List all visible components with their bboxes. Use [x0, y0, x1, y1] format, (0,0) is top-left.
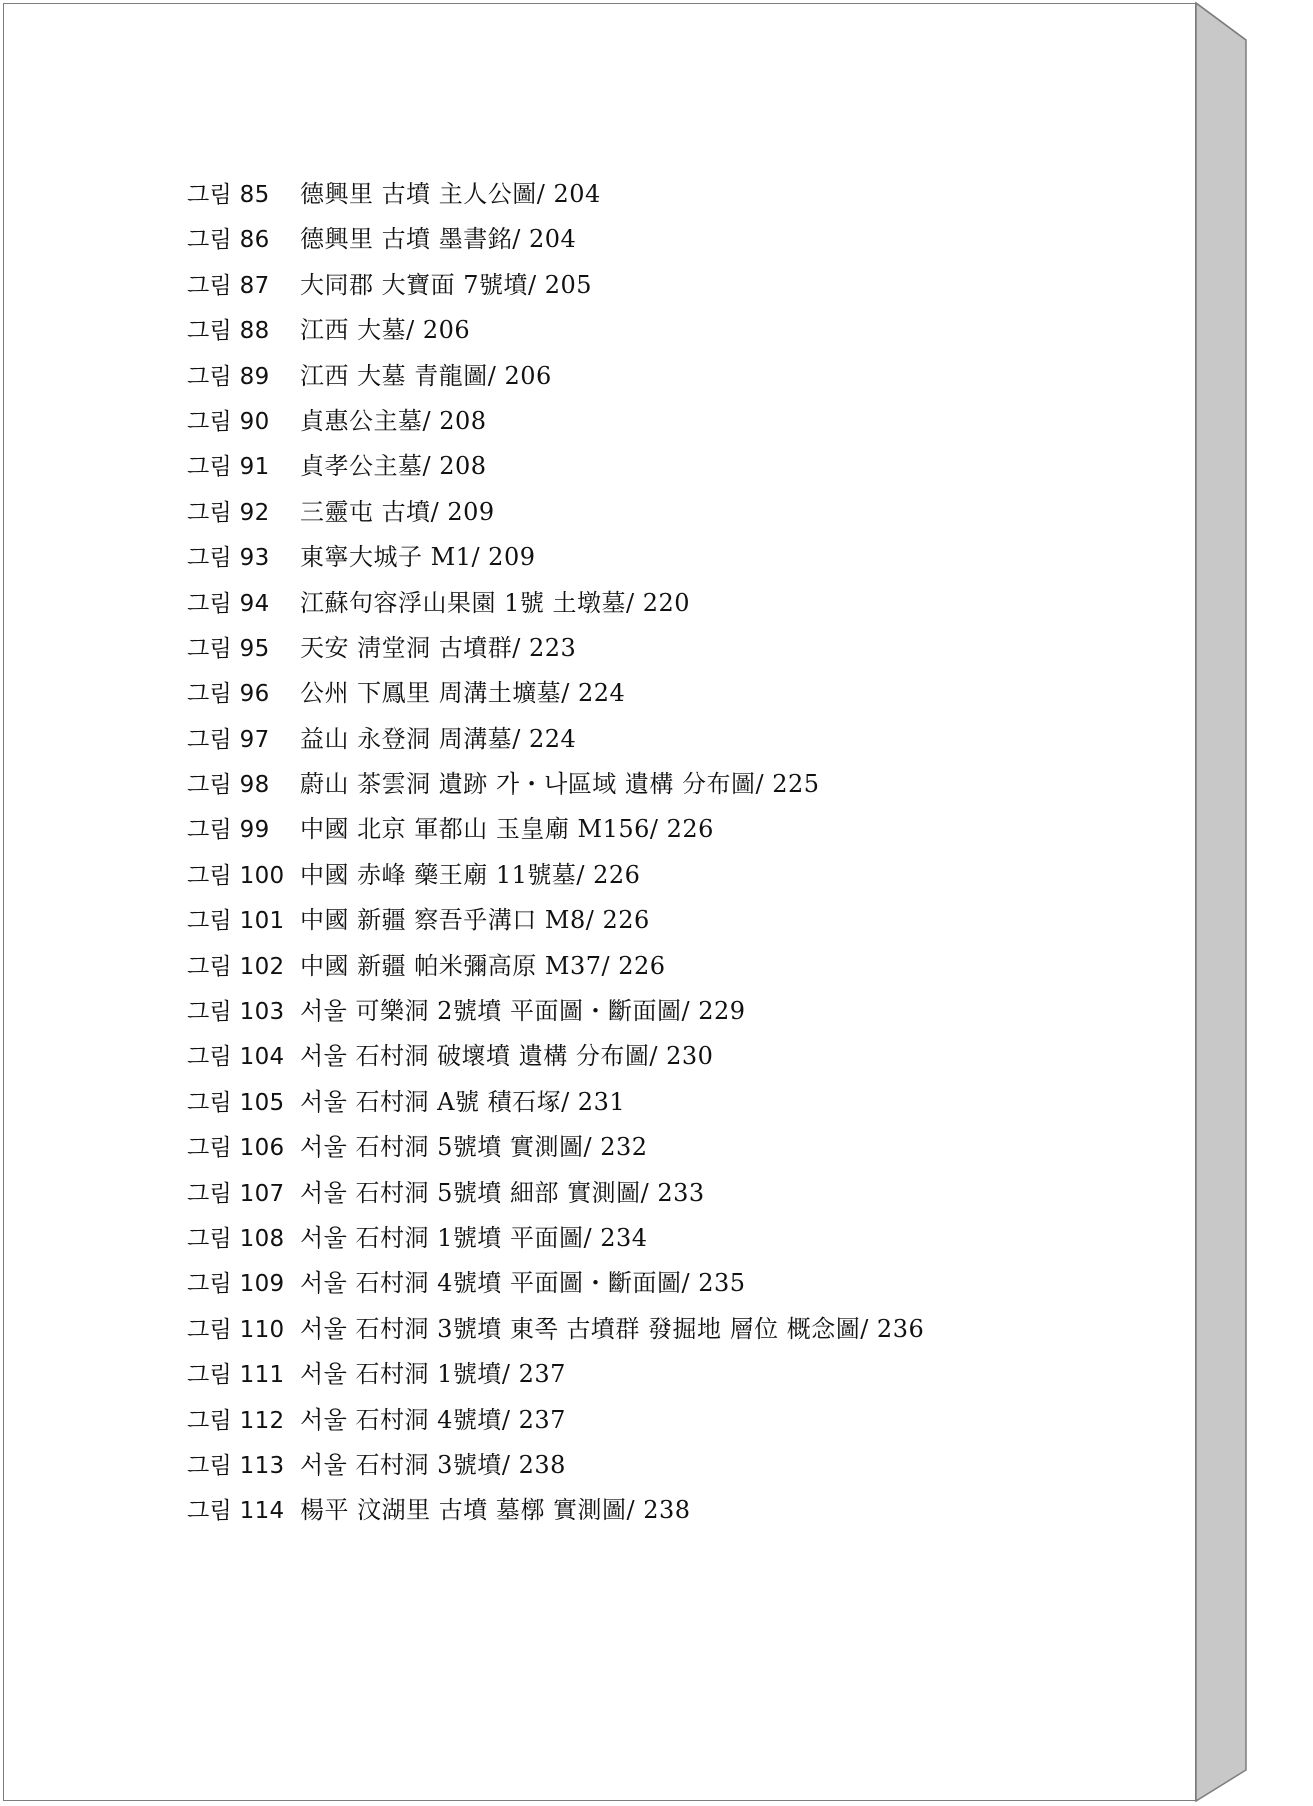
figure-entry: [187, 626, 924, 671]
page-top-edge: [1196, 3, 1246, 40]
figure-list: [187, 172, 924, 1534]
figure-number: 그림 98: [187, 772, 270, 799]
figure-number: 그림 111: [187, 1362, 285, 1389]
figure-caption: 中國 新疆 察吾乎溝口 M8/ 226: [300, 906, 650, 935]
figure-number: 그림 107: [187, 1180, 285, 1207]
figure-caption: 益山 永登洞 周溝墓/ 224: [300, 724, 577, 753]
figure-number: 그림 110: [187, 1316, 285, 1343]
figure-entry: [187, 671, 924, 716]
figure-caption: 德興里 古墳 主人公圖/ 204: [300, 180, 601, 208]
figure-caption: 서울 石村洞 1號墳 平面圖/ 234: [300, 1223, 648, 1252]
figure-entry: [187, 354, 924, 399]
figure-entry: [187, 581, 924, 626]
figure-number: 그림 97: [187, 726, 270, 753]
figure-number: 그림 87: [187, 272, 270, 299]
figure-caption: 大同郡 大寶面 7號墳/ 205: [300, 270, 593, 299]
figure-caption: 楊平 汶湖里 古墳 墓槨 實測圖/ 238: [300, 1496, 691, 1525]
figure-number: 그림 108: [187, 1225, 285, 1252]
figure-entry: [187, 1307, 924, 1352]
figure-number: 그림 101: [187, 908, 285, 935]
figure-number: 그림 104: [187, 1044, 285, 1071]
figure-number: 그림 88: [187, 318, 270, 345]
figure-entry: [187, 1080, 924, 1125]
figure-entry: [187, 944, 924, 989]
figure-number: 그림 85: [187, 182, 270, 208]
figure-caption: 江蘇句容浮山果園 1號 土墩墓/ 220: [300, 588, 691, 617]
figure-number: 그림 100: [187, 862, 285, 889]
figure-caption: 江西 大墓/ 206: [300, 316, 471, 345]
page-side-shade: [1196, 3, 1246, 1801]
figure-caption: 天安 淸堂洞 古墳群/ 223: [300, 633, 577, 662]
figure-caption: 서울 石村洞 4號墳 平面圖・斷面圖/ 235: [300, 1269, 746, 1298]
figure-caption: 貞惠公主墓/ 208: [300, 406, 487, 435]
figure-entry: [187, 807, 924, 852]
figure-entry: [187, 1488, 924, 1533]
figure-number: 그림 106: [187, 1135, 285, 1162]
figure-number: 그림 91: [187, 454, 270, 481]
figure-caption: 서울 石村洞 破壞墳 遺構 分布圖/ 230: [300, 1042, 714, 1071]
figure-caption: 서울 石村洞 1號墳/ 237: [300, 1360, 566, 1389]
figure-entry: [187, 762, 924, 807]
figure-caption: 德興里 古墳 墨書銘/ 204: [300, 225, 577, 254]
figure-entry: [187, 989, 924, 1034]
figure-entry: [187, 1352, 924, 1397]
figure-caption: 蔚山 茶雲洞 遺跡 가・나區域 遺構 分布圖/ 225: [300, 770, 820, 799]
figure-number: 그림 103: [187, 999, 285, 1026]
figure-caption: 三靈屯 古墳/ 209: [300, 497, 495, 526]
figure-number: 그림 113: [187, 1452, 285, 1479]
figure-caption: 서울 石村洞 4號墳/ 237: [300, 1405, 566, 1434]
figure-caption: 서울 石村洞 3號墳 東쪽 古墳群 發掘地 層位 概念圖/ 236: [300, 1314, 925, 1343]
figure-entry: [187, 535, 924, 580]
figure-entry: [187, 1171, 924, 1216]
figure-caption: 貞孝公主墓/ 208: [300, 452, 487, 481]
figure-caption: 서울 石村洞 5號墳 細部 實測圖/ 233: [300, 1178, 705, 1207]
figure-entry: [187, 490, 924, 535]
figure-caption: 中國 赤峰 藥王廟 11號墓/ 226: [300, 860, 641, 889]
figure-caption: 서울 石村洞 3號墳/ 238: [300, 1450, 566, 1479]
figure-number: 그림 96: [187, 681, 270, 708]
figure-number: 그림 90: [187, 408, 270, 435]
figure-entry: [187, 1216, 924, 1261]
figure-caption: 서울 石村洞 5號墳 實測圖/ 232: [300, 1133, 648, 1162]
figure-caption: 江西 大墓 青龍圖/ 206: [300, 361, 552, 390]
figure-entry: [187, 1398, 924, 1443]
figure-entry: [187, 444, 924, 489]
figure-number: 그림 112: [187, 1407, 285, 1434]
figure-entry: [187, 217, 924, 262]
figure-entry: [187, 853, 924, 898]
figure-entry: [187, 172, 924, 217]
figure-entry: [187, 263, 924, 308]
figure-number: 그림 105: [187, 1089, 285, 1116]
figure-caption: 中國 北京 軍都山 玉皇廟 M156/ 226: [300, 815, 714, 844]
figure-entry: [187, 308, 924, 353]
figure-number: 그림 102: [187, 953, 285, 980]
figure-entry: [187, 1034, 924, 1079]
figure-number: 그림 99: [187, 817, 270, 844]
figure-number: 그림 94: [187, 590, 270, 617]
figure-caption: 中國 新疆 帕米彌高原 M37/ 226: [300, 951, 666, 980]
figure-number: 그림 93: [187, 545, 270, 572]
figure-entry: [187, 1125, 924, 1170]
figure-entry: [187, 1261, 924, 1306]
figure-entry: [187, 898, 924, 943]
figure-number: 그림 114: [187, 1498, 285, 1525]
figure-entry: [187, 399, 924, 444]
figure-caption: 서울 可樂洞 2號墳 平面圖・斷面圖/ 229: [300, 997, 746, 1026]
figure-number: 그림 109: [187, 1271, 285, 1298]
figure-entry: [187, 717, 924, 762]
figure-caption: 東寧大城子 M1/ 209: [300, 543, 536, 572]
figure-caption: 서울 石村洞 A號 積石塚/ 231: [300, 1087, 626, 1116]
figure-number: 그림 89: [187, 363, 270, 390]
figure-entry: [187, 1443, 924, 1488]
figure-number: 그림 92: [187, 499, 270, 526]
figure-number: 그림 95: [187, 635, 270, 662]
figure-caption: 公州 下鳳里 周溝土壙墓/ 224: [300, 679, 626, 708]
figure-number: 그림 86: [187, 227, 270, 254]
